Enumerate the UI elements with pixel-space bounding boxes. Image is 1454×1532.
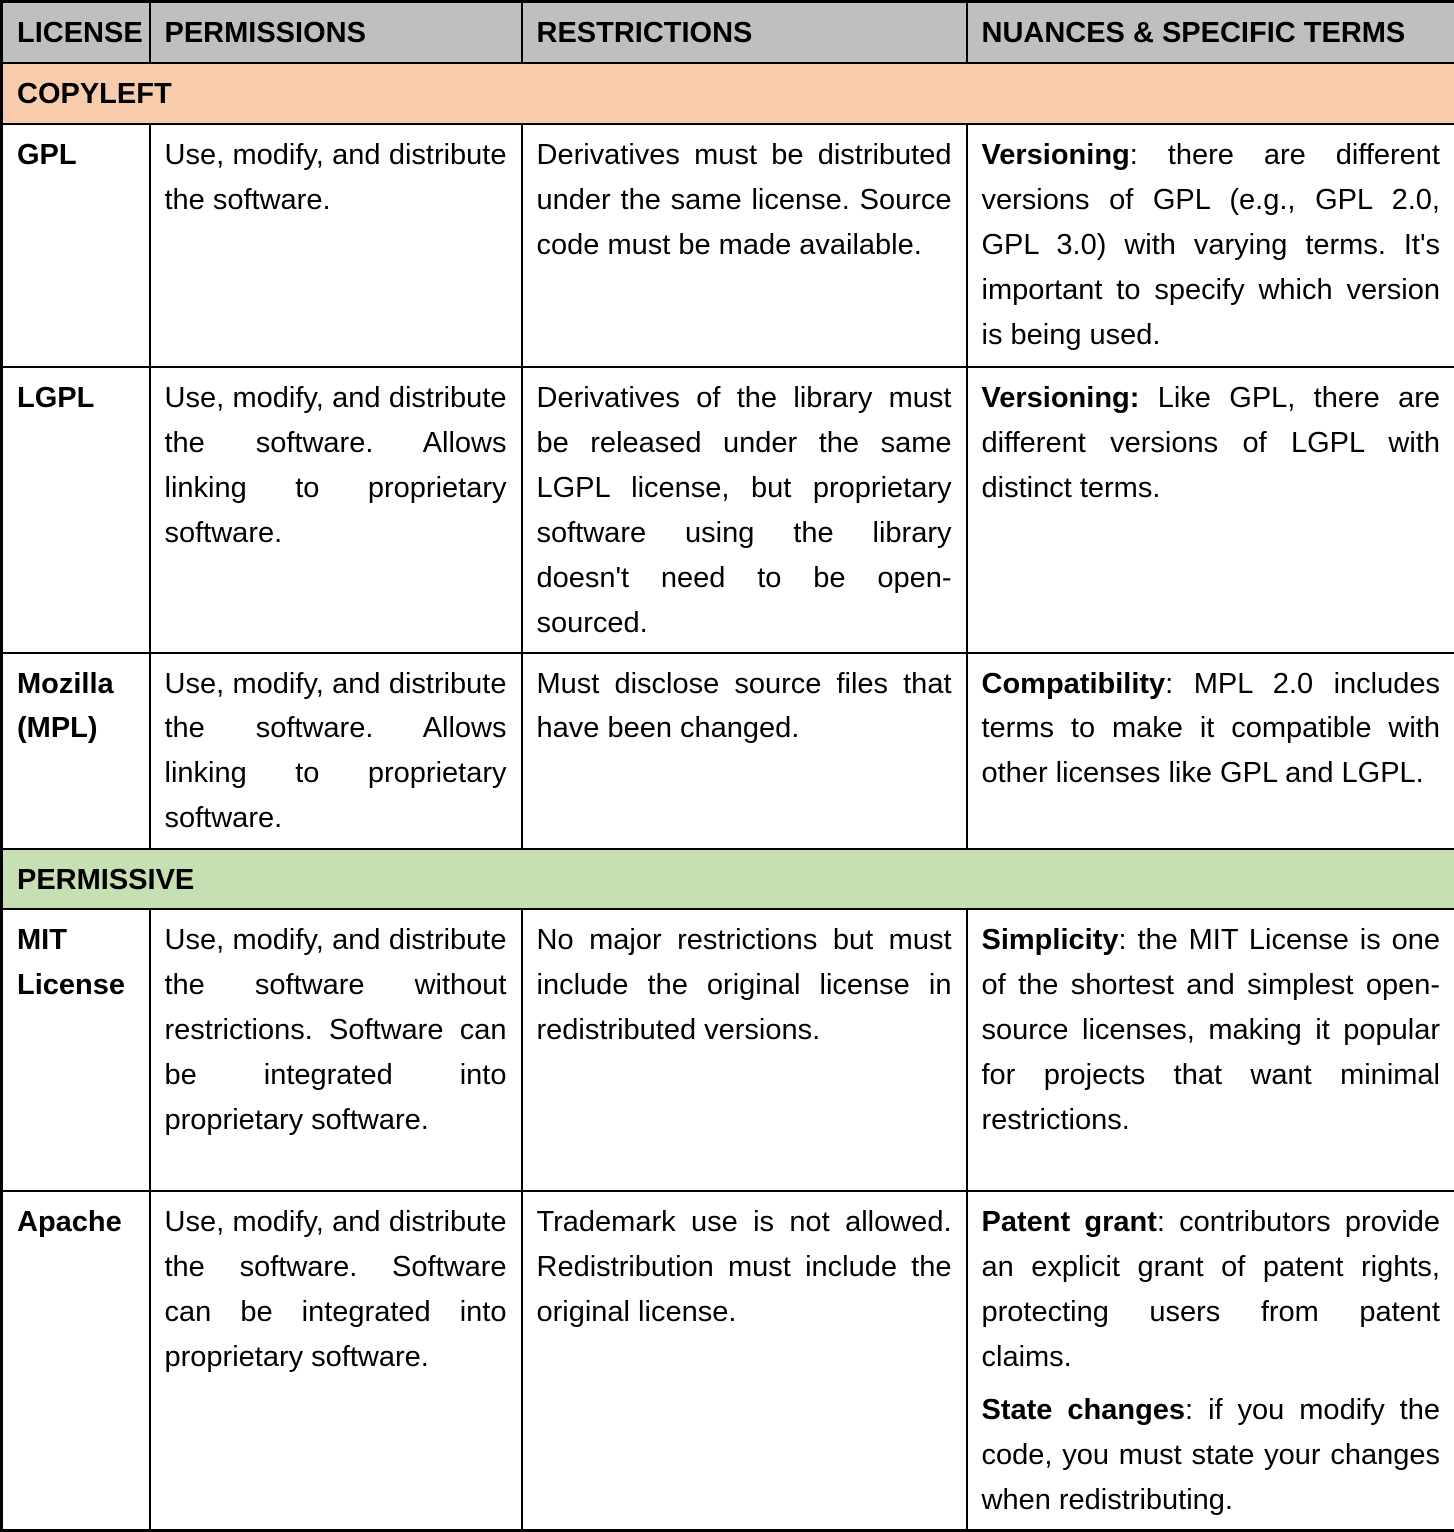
restrictions-cell: Derivatives must be distributed under the same license. Source code must be made available. [522, 124, 967, 367]
nuance-paragraph [982, 1388, 1441, 1523]
nuance-term: Simplicity [982, 924, 1119, 956]
nuance-text: Like GPL, there are different versions of LGPL with distinct terms. [982, 382, 1441, 504]
license-name: Apache [2, 1191, 150, 1530]
license-name: GPL [2, 124, 150, 367]
permissions-cell: Use, modify, and distribute the software. [150, 124, 522, 367]
nuance-paragraph [982, 662, 1441, 797]
section-row-copyleft [2, 63, 1454, 124]
nuance-text: : the MIT License is one of the shortest and simplest open-source licenses, making it popular for projects that want minimal restrictions. [982, 924, 1441, 1136]
nuances-cell [967, 909, 1454, 1191]
license-name: LGPL [2, 367, 150, 653]
column-header-permissions: PERMISSIONS [150, 2, 522, 63]
section-title-permissive: PERMISSIVE [2, 849, 1454, 910]
nuance-paragraph [982, 376, 1441, 511]
nuances-cell [967, 653, 1454, 849]
restrictions-cell: No major restrictions but must include the original license in redistributed versions. [522, 909, 967, 1191]
column-header-restrictions: RESTRICTIONS [522, 2, 967, 63]
nuance-paragraph [982, 133, 1441, 358]
table-row-mozilla-mpl [2, 653, 1454, 849]
column-header-nuances: NUANCES & SPECIFIC TERMS [967, 2, 1454, 63]
table-row-lgpl [2, 367, 1454, 653]
table-header-row [2, 2, 1454, 63]
nuance-term: Compatibility [982, 668, 1166, 700]
section-row-permissive [2, 849, 1454, 910]
table-row-gpl [2, 124, 1454, 367]
permissions-cell: Use, modify, and distribute the software. Allows linking to proprietary software. [150, 367, 522, 653]
permissions-cell: Use, modify, and distribute the software without restrictions. Software can be integrated into proprietary software. [150, 909, 522, 1191]
restrictions-cell: Trademark use is not allowed. Redistribution must include the original license. [522, 1191, 967, 1530]
license-name: Mozilla (MPL) [2, 653, 150, 849]
section-title-copyleft: COPYLEFT [2, 63, 1454, 124]
nuances-cell [967, 124, 1454, 367]
column-header-license: LICENSE [2, 2, 150, 63]
nuance-term: Patent grant [982, 1206, 1157, 1238]
nuance-text: : MPL 2.0 includes terms to make it compatible with other licenses like GPL and LGPL. [982, 668, 1441, 790]
permissions-cell: Use, modify, and distribute the software. Allows linking to proprietary software. [150, 653, 522, 849]
nuance-paragraph [982, 1200, 1441, 1380]
restrictions-cell: Derivatives of the library must be released under the same LGPL license, but proprietary software using the library doesn't need to be open-sourced. [522, 367, 967, 653]
restrictions-cell: Must disclose source files that have been changed. [522, 653, 967, 849]
nuance-text: : if you modify the code, you must state your changes when redistributing. [982, 1394, 1441, 1516]
nuance-paragraph [982, 918, 1441, 1143]
nuance-term: State changes [982, 1394, 1186, 1426]
nuances-cell [967, 367, 1454, 653]
nuance-text: : contributors provide an explicit grant of patent rights, protecting users from patent claims. [982, 1206, 1441, 1373]
nuance-term: Versioning: [982, 382, 1140, 414]
nuances-cell [967, 1191, 1454, 1530]
table-row-apache [2, 1191, 1454, 1530]
nuance-text: : there are different versions of GPL (e.g., GPL 2.0, GPL 3.0) with varying terms. It's important to specify which version is being used. [982, 139, 1441, 351]
nuance-term: Versioning [982, 139, 1130, 171]
table-row-mit-license [2, 909, 1454, 1191]
permissions-cell: Use, modify, and distribute the software. Software can be integrated into proprietary software. [150, 1191, 522, 1530]
license-name: MIT License [2, 909, 150, 1191]
